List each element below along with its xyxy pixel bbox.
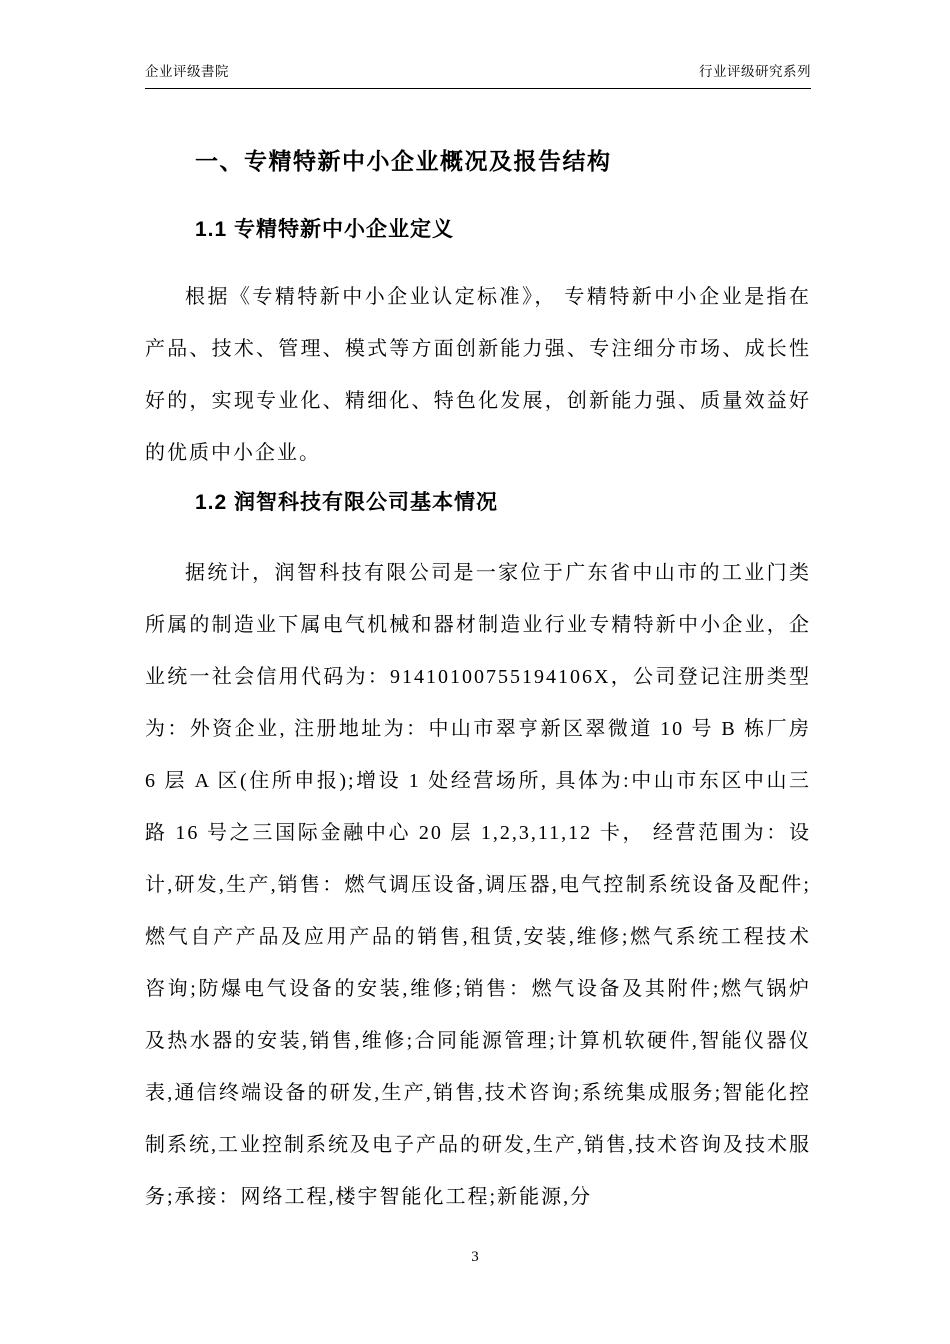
page-number: 3: [471, 1249, 479, 1265]
page-body: [145, 89, 811, 1223]
paragraph-company-info: 据统计，润智科技有限公司是一家位于广东省中山市的工业门类所属的制造业下属电气机械和器材制造业行业专精特新中小企业，企业统一社会信用代码为：91410100755194106X，公司登记注册类型为：外资企业, 注册地址为：中山市翠亨新区翠微道 10 号 B 栋厂房 6 层 A 区(住所申报);增设 1 处经营场所, 具体为:中山市东区中山三路 16 号之三国际金融中心 20 层 1,2,3,11,12 卡， 经营范围为：设计,研发,生产,销售：燃气调压设备,调压器,电气控制系统设备及配件;燃气自产产品及应用产品的销售,租赁,安装,维修;燃气系统工程技术咨询;防爆电气设备的安装,维修;销售：燃气设备及其附件;燃气锅炉及热水器的安装,销售,维修;合同能源管理;计算机软硬件,智能仪器仪表,通信终端设备的研发,生产,销售,技术咨询;系统集成服务;智能化控制系统,工业控制系统及电子产品的研发,生产,销售,技术咨询及技术服务;承接：网络工程,楼宇智能化工程;新能源,分: [145, 562, 811, 1208]
subsection-1-1-title: 1.1 专精特新中小企业定义: [195, 218, 455, 241]
subsection-1-2-title: 1.2 润智科技有限公司基本情况: [195, 491, 499, 514]
page-header: [145, 60, 811, 89]
page-footer: [0, 1249, 950, 1266]
header-left-text: 企业评级書院: [145, 64, 229, 79]
header-right-text: 行业评级研究系列: [699, 64, 811, 79]
paragraph-definition: 根据《专精特新中小企业认定标准》， 专精特新中小企业是指在产品、技术、管理、模式等方面创新能力强、专注细分市场、成长性好的，实现专业化、精细化、特色化发展，创新能力强、质量效益好的优质中小企业。: [145, 286, 811, 464]
section-heading: 一、专精特新中小企业概况及报告结构: [195, 148, 612, 174]
